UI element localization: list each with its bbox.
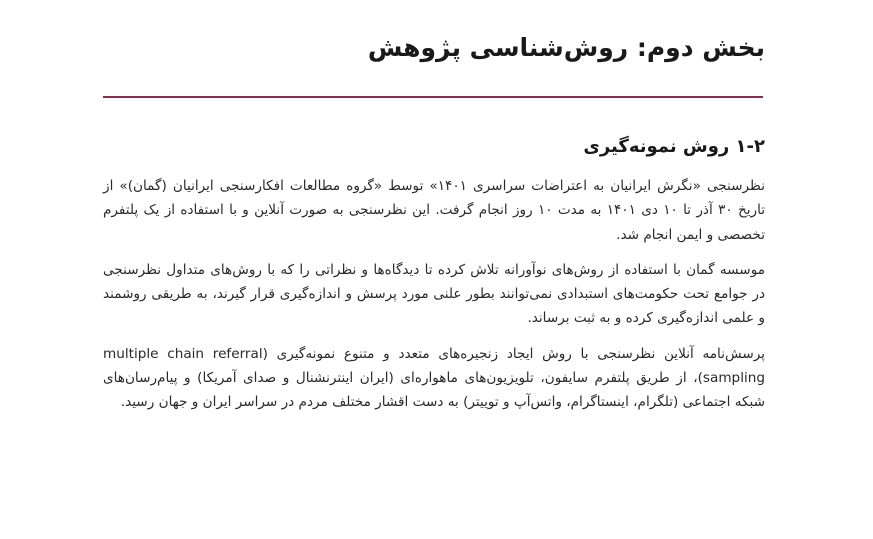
section-divider (103, 96, 763, 98)
subsection-title: ۱-۲ روش نمونه‌گیری (583, 136, 765, 157)
paragraph-3-end: )، از طریق پلتفرم سایفون، تلویزیون‌های ماهواره‌ای (ایران اینترنشنال و صدای آمریکا) و پیام‌رسان‌های شبکه اجتماعی (تلگرام، اینستاگرام، واتس‌آپ و توییتر) به دست اقشار مختلف مردم در سراسر ایران و جهان رسید. (103, 370, 765, 411)
paragraph-3 (103, 342, 765, 415)
section-title: بخش دوم: روش‌شناسی پژوهش (367, 33, 765, 62)
paragraph-1: نظرسنجی «نگرش ایرانیان به اعتراضات سراسری ۱۴۰۱» توسط «گروه مطالعات افکارسنجی ایرانیان (گمان)» از تاریخ ۳۰ آذر تا ۱۰ دی ۱۴۰۱ به مدت ۱۰ روز انجام گرفت. این نظرسنجی به صورت آنلاین و با استفاده از یک پلتفرم تخصصی و ایمن انجام شد. (103, 178, 766, 243)
body-text (103, 174, 765, 426)
paragraph-2: موسسه گمان با استفاده از روش‌های نوآورانه تلاش کرده تا دیدگاه‌ها و نظراتی را که با روش‌های متداول نظرسنجی در جوامع تحت حکومت‌های استبدادی نمی‌توانند بطور علنی مورد پرسش و اندازه‌گیری قرار گیرند، به طریقی روشمند و علمی اندازه‌گیری کرده و به ثبت برساند. (103, 261, 765, 327)
paragraph-3-start: پرسش‌نامه آنلاین نظرسنجی با روش ایجاد زنجیره‌های متعدد و متنوع نمونه‌گیری ( (262, 345, 765, 362)
sampling-method-english: multiple chain referral sampling (103, 345, 765, 387)
